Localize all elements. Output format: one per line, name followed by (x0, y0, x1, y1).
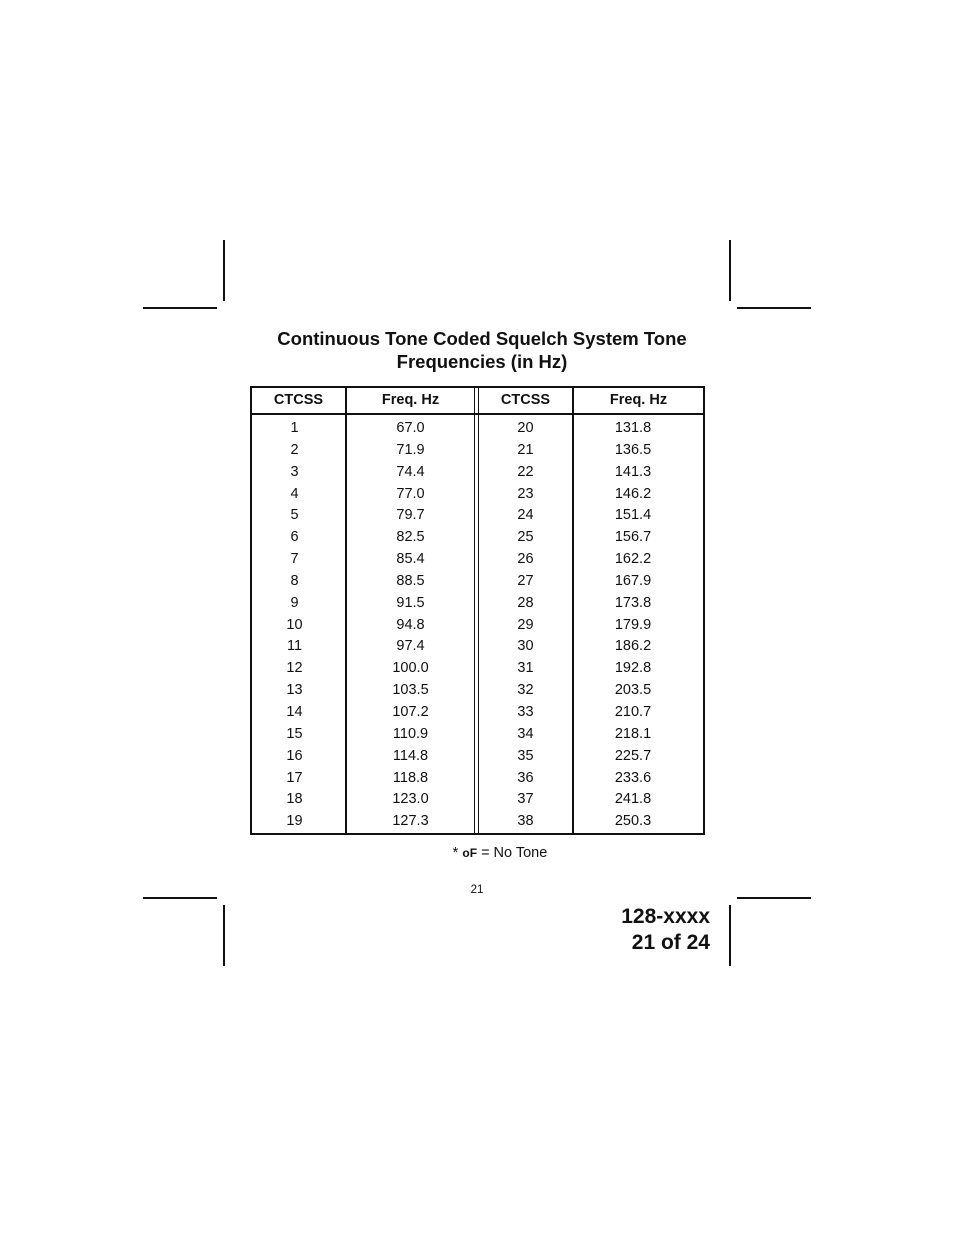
table-cell: 27 (517, 572, 534, 589)
table-cell: 146.2 (614, 485, 652, 502)
table-cell: 233.6 (614, 769, 652, 786)
table-cell: 123.0 (392, 791, 429, 808)
table-cell: 5 (290, 507, 299, 524)
table-cell: 179.9 (614, 616, 652, 633)
table-cell: 32 (517, 682, 534, 699)
table-cell: 91.5 (396, 594, 425, 611)
table-cell: 162.2 (614, 551, 652, 568)
table-cell: 37 (517, 791, 534, 808)
table-cell: 114.8 (392, 747, 429, 764)
footnote (400, 845, 600, 861)
table-cell: 23 (517, 485, 534, 502)
table-cell: 2 (290, 441, 299, 458)
document-reference (560, 904, 710, 956)
table-cell: 36 (517, 769, 534, 786)
table-cell: 25 (517, 529, 534, 546)
header-freq-left: Freq. Hz (381, 392, 440, 408)
title-line-2: Frequencies (in Hz) (396, 351, 568, 372)
crop-mark-bottom-left-vertical (223, 905, 225, 966)
crop-mark-top-right-horizontal (737, 307, 811, 309)
table-cell: 29 (517, 616, 534, 633)
table-cell: 3 (290, 463, 299, 480)
title-line-1: Continuous Tone Coded Squelch System Tone (277, 328, 687, 349)
header-ctcss-left: CTCSS (273, 392, 324, 408)
table-cell: 31 (517, 660, 534, 677)
table-cell: 100.0 (392, 660, 429, 677)
table-cell: 167.9 (614, 572, 652, 589)
table-cell: 18 (286, 791, 303, 808)
header-rule (252, 413, 703, 415)
table-cell: 17 (286, 769, 303, 786)
table-cell: 192.8 (614, 660, 652, 677)
footnote-symbol: oF (462, 846, 478, 860)
table-cell: 11 (286, 638, 303, 655)
table-cell: 241.8 (614, 791, 652, 808)
table-cell: 22 (517, 463, 534, 480)
table-cell: 9 (290, 594, 299, 611)
table-cell: 127.3 (392, 813, 429, 830)
table-cell: 7 (290, 551, 299, 568)
table-cell: 4 (290, 485, 299, 502)
table-cell: 35 (517, 747, 534, 764)
table-cell: 186.2 (614, 638, 652, 655)
header-ctcss-right: CTCSS (500, 392, 551, 408)
column-ctcss-right (479, 418, 572, 833)
table-cell: 151.4 (614, 507, 652, 524)
table-cell: 82.5 (396, 529, 425, 546)
page-title (232, 327, 732, 373)
table-cell: 77.0 (396, 485, 425, 502)
table-cell: 107.2 (392, 703, 429, 720)
crop-mark-top-left-vertical (223, 240, 225, 301)
table-cell: 74.4 (396, 463, 425, 480)
table-cell: 12 (286, 660, 303, 677)
table-cell: 20 (517, 420, 534, 436)
table-cell: 250.3 (614, 813, 652, 830)
table-cell: 71.9 (396, 441, 425, 458)
table-cell: 118.8 (392, 769, 429, 786)
table-cell: 94.8 (396, 616, 425, 633)
table-cell: 67.0 (396, 420, 425, 436)
footnote-text: = No Tone (481, 845, 548, 861)
crop-mark-top-left-horizontal (143, 307, 217, 309)
table-cell: 218.1 (614, 725, 652, 742)
table-cell: 88.5 (396, 572, 425, 589)
table-cell: 156.7 (614, 529, 652, 546)
table-cell: 33 (517, 703, 534, 720)
table-cell: 103.5 (392, 682, 429, 699)
doc-number: 128-xxxx (621, 905, 710, 928)
table-cell: 225.7 (614, 747, 652, 764)
page-of: 21 of 24 (631, 931, 710, 954)
table-cell: 136.5 (614, 441, 652, 458)
table-cell: 79.7 (396, 507, 425, 524)
table-cell: 34 (517, 725, 534, 742)
column-freq-left (347, 418, 474, 833)
table-cell: 141.3 (614, 463, 652, 480)
table-cell: 85.4 (396, 551, 425, 568)
table-cell: 19 (286, 813, 303, 830)
table-cell: 1 (290, 420, 299, 436)
table-cell: 13 (286, 682, 303, 699)
header-freq-right: Freq. Hz (609, 392, 668, 408)
column-ctcss-left (252, 418, 337, 833)
page-number: 21 (470, 884, 484, 896)
table-cell: 30 (517, 638, 534, 655)
table-cell: 8 (290, 572, 299, 589)
column-divider-double-left (474, 388, 475, 833)
table-cell: 16 (286, 747, 303, 764)
crop-mark-bottom-left-horizontal (143, 897, 217, 899)
table-cell: 110.9 (392, 725, 429, 742)
ctcss-frequency-table (250, 386, 705, 835)
crop-mark-top-right-vertical (729, 240, 731, 301)
table-cell: 10 (286, 616, 303, 633)
table-cell: 131.8 (614, 420, 652, 436)
column-freq-right (574, 418, 692, 833)
table-cell: 210.7 (614, 703, 652, 720)
table-cell: 28 (517, 594, 534, 611)
crop-mark-bottom-right-horizontal (737, 897, 811, 899)
footnote-asterisk: * (452, 845, 459, 861)
table-cell: 97.4 (396, 638, 425, 655)
table-cell: 14 (286, 703, 303, 720)
table-cell: 21 (517, 441, 534, 458)
table-cell: 38 (517, 813, 534, 830)
table-cell: 173.8 (614, 594, 652, 611)
table-cell: 203.5 (614, 682, 652, 699)
table-cell: 24 (517, 507, 534, 524)
table-cell: 26 (517, 551, 534, 568)
crop-mark-bottom-right-vertical (729, 905, 731, 966)
table-cell: 15 (286, 725, 303, 742)
table-cell: 6 (290, 529, 299, 546)
